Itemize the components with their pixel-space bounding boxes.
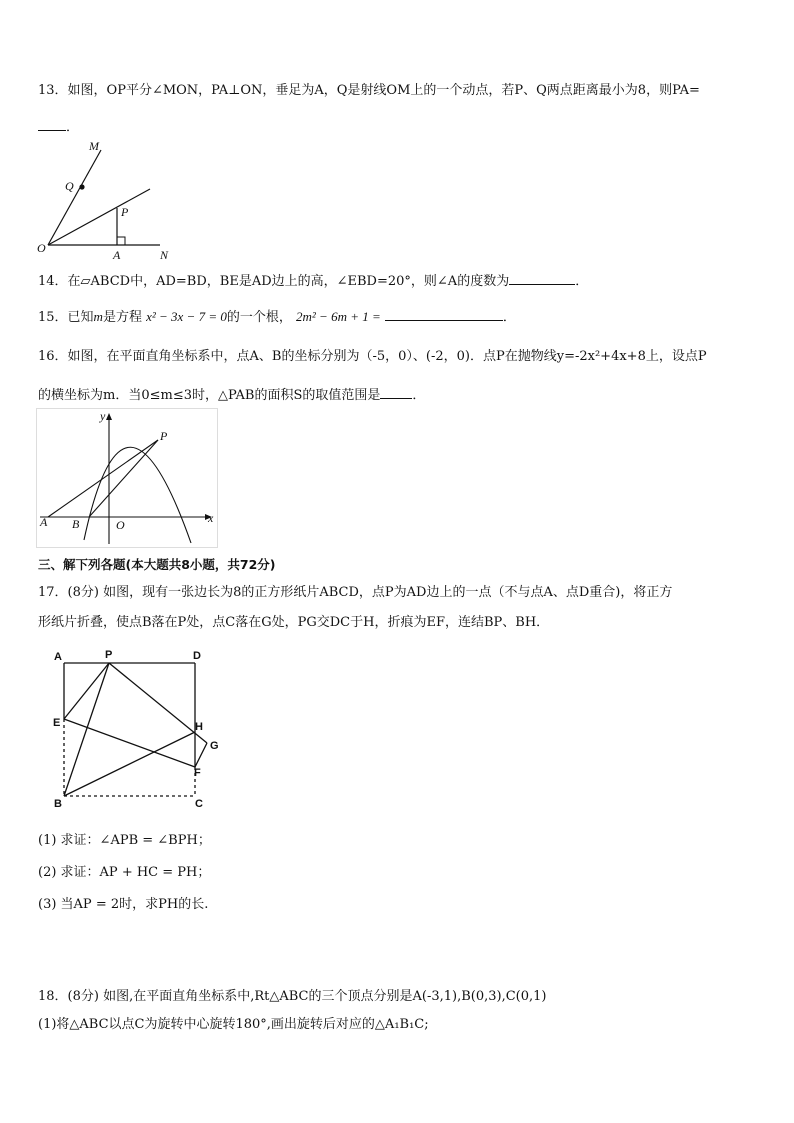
q17-line2 <box>38 614 549 632</box>
q16-line1 <box>38 348 707 366</box>
q17-figure <box>44 646 224 816</box>
q17-stem-1: 17．(8分) 如图，现有一张边长为8的正方形纸片ABCD，点P为AD边上的一点（不与点A、点D重合)，将正方 <box>38 585 673 600</box>
label-c: C <box>195 798 203 810</box>
label-x: x <box>208 511 214 525</box>
q13-answer-line <box>38 116 79 137</box>
q18-line1 <box>38 988 547 1006</box>
label-e: E <box>53 717 61 729</box>
point-q <box>79 184 84 189</box>
q13-answer-blank[interactable] <box>38 116 66 131</box>
segment-pg <box>109 663 207 743</box>
q15-equation: x² − 3x − 7 = 0 <box>146 309 227 324</box>
section-3-title-text: 三、解下列各题(本大题共8小题，共72分) <box>38 557 276 572</box>
segment-bh <box>64 732 195 796</box>
label-q: Q <box>65 179 74 193</box>
q18-line2 <box>38 1016 429 1034</box>
segment-gf <box>195 743 207 767</box>
segment-ef <box>64 719 195 767</box>
label-p: P <box>160 429 168 443</box>
q15-var-m: m <box>93 309 103 324</box>
label-b: B <box>54 798 62 810</box>
label-p: P <box>121 205 129 219</box>
q15-mid: 是方程 <box>102 310 142 325</box>
q15-prefix: 15．已知 <box>38 310 94 325</box>
q15-mid2: 的一个根， <box>226 310 292 325</box>
right-angle-mark <box>117 237 125 245</box>
label-m: M <box>89 139 99 153</box>
label-b: B <box>72 517 80 531</box>
q13-text <box>38 82 700 100</box>
q15-end: ． <box>502 310 516 325</box>
q16-stem-2: 的横坐标为m．当0≤m≤3时，△PAB的面积S的取值范围是 <box>38 388 381 403</box>
q13-text-a: 13．如图，OP平分∠MON，PA⊥ON，垂足为A，Q是射线OM上的一个动点，若P、Q两点距离最小为8，则PA= <box>38 83 700 98</box>
segment-pb <box>89 440 158 517</box>
label-d: D <box>193 650 201 662</box>
q15-answer-blank[interactable] <box>385 306 503 321</box>
q17-item-1 <box>38 832 211 850</box>
y-axis-arrow <box>106 413 112 420</box>
q17-item-3 <box>38 896 208 914</box>
label-h: H <box>195 721 203 733</box>
q16-answer-blank[interactable] <box>380 384 412 399</box>
segment-pa <box>48 440 158 517</box>
q15-expression: 2m² − 6m + 1 = <box>296 309 381 324</box>
figure-border <box>37 409 218 548</box>
label-n: N <box>160 248 169 262</box>
q16-stem-1: 16．如图，在平面直角坐标系中，点A、B的坐标分别为（-5，0）、(-2，0)．点P在抛物线y=-2x²+4x+8上，设点P <box>38 349 707 364</box>
q13-text-b: ． <box>66 120 80 135</box>
label-y: y <box>100 409 106 423</box>
q13-figure <box>34 138 184 263</box>
label-o: O <box>116 518 125 532</box>
label-a: A <box>54 651 62 663</box>
q14-answer-blank[interactable] <box>509 270 575 285</box>
section-3-title <box>38 556 276 574</box>
q14-stem: 14．在▱ABCD中，AD=BD，BE是AD边上的高，∠EBD=20°，则∠A的度数为 <box>38 274 510 289</box>
label-f: F <box>194 767 201 779</box>
label-o: O <box>37 241 46 255</box>
q17-item-2 <box>38 864 210 882</box>
label-g: G <box>210 740 219 752</box>
label-a: A <box>113 248 121 262</box>
q17-item-1-text: (1) 求证：∠APB = ∠BPH； <box>38 833 211 848</box>
q18-stem-1: 18．(8分) 如图,在平面直角坐标系中,Rt△ABC的三个顶点分别是A(-3,1),B(0,3),C(0,1) <box>38 989 547 1004</box>
q16-line2 <box>38 384 425 405</box>
q14-text <box>38 270 588 291</box>
q17-item-3-text: (3) 当AP = 2时，求PH的长. <box>38 897 209 912</box>
label-a: A <box>40 515 48 529</box>
q14-end: ． <box>575 274 589 289</box>
q17-line1 <box>38 584 672 602</box>
q16-end: ． <box>412 388 426 403</box>
q17-stem-2: 形纸片折叠，使点B落在P处，点C落在G处，PG交DC于H，折痕为EF，连结BP、BH． <box>38 615 550 630</box>
q18-stem-2: (1)将△ABC以点C为旋转中心旋转180°,画出旋转后对应的△A₁B₁C; <box>38 1017 429 1032</box>
segment-bp <box>64 663 109 796</box>
q16-figure <box>36 408 218 548</box>
segment-ep <box>64 663 109 719</box>
q17-item-2-text: (2) 求证：AP + HC = PH； <box>38 865 211 880</box>
label-p: P <box>105 649 113 661</box>
q15-text <box>38 306 516 327</box>
parabola <box>84 447 191 543</box>
